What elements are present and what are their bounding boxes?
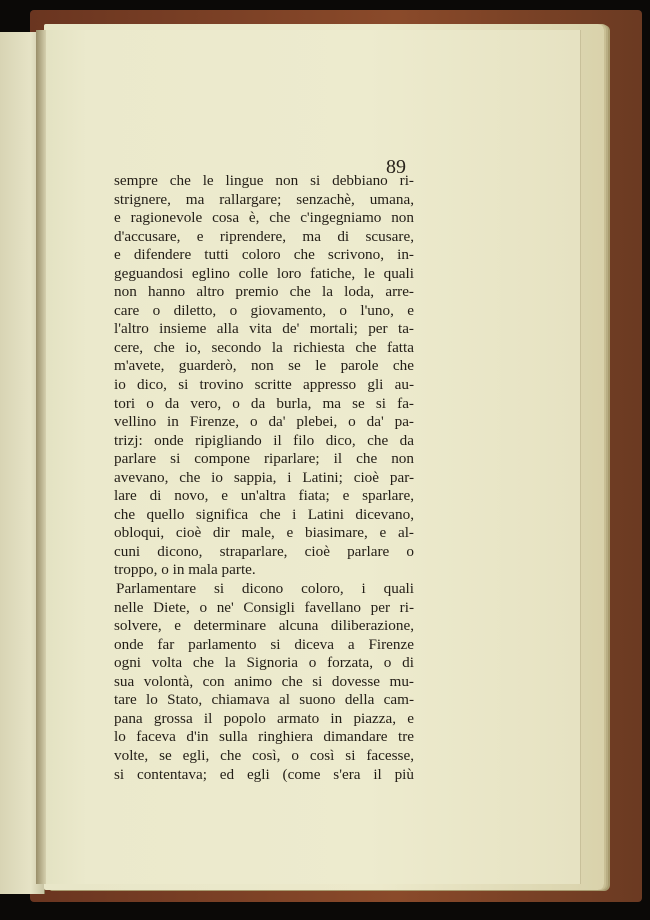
text-line: lo faceva d'in sulla ringhiera dimandare tre: [114, 728, 414, 746]
text-line: m'avete, guarderò, non se le parole che: [114, 357, 414, 375]
text-line: strignere, ma rallargare; senzachè, umana,: [114, 190, 414, 208]
text-line: tare lo Stato, chiamava al suono della cam-: [114, 691, 414, 709]
text-line: nelle Diete, o ne' Consigli favellano per ri-: [114, 598, 414, 616]
text-line: care o diletto, o giovamento, o l'uno, e: [114, 301, 414, 319]
body-text: [114, 172, 414, 784]
text-line: trizj: onde ripigliando il filo dico, che da: [114, 431, 414, 449]
text-line: parlare si compone riparlare; il che non: [114, 450, 414, 468]
text-line: geguandosi eglino colle loro fatiche, le quali: [114, 264, 414, 282]
text-line: onde far parlamento si diceva a Firenze: [114, 635, 414, 653]
text-line: io dico, si trovino scritte appresso gli au-: [114, 376, 414, 394]
text-line: che quello significa che i Latini dicevano,: [114, 505, 414, 523]
text-line: ogni volta che la Signoria o forzata, o di: [114, 654, 414, 672]
text-line: cere, che io, secondo la richiesta che fatta: [114, 338, 414, 356]
text-line: cuni dicono, straparlare, cioè parlare o: [114, 542, 414, 560]
text-line: sempre che le lingue non si debbiano ri-: [114, 172, 414, 189]
text-line: volte, se egli, che così, o così si facesse,: [114, 746, 414, 764]
text-line: tori o da vero, o da burla, ma se si fa-: [114, 394, 414, 412]
text-line: lare di novo, e un'altra fiata; e sparlare,: [114, 487, 414, 505]
text-line: pana grossa il popolo armato in piazza, e: [114, 709, 414, 727]
text-line: Parlamentare si dicono coloro, i quali: [116, 580, 414, 598]
text-line: sua volontà, con animo che si dovesse mu-: [114, 672, 414, 690]
text-line: e difendere tutti coloro che scrivono, in-: [114, 246, 414, 264]
text-line: si contentava; ed egli (come s'era il più: [114, 765, 414, 783]
text-line: non hanno altro premio che la loda, arre-: [114, 283, 414, 301]
text-line: troppo, o in mala parte.: [114, 561, 256, 579]
text-line: l'altro insieme alla vita de' mortali; per ta-: [114, 320, 414, 338]
text-line: vellino in Firenze, o da' plebei, o da' pa-: [114, 413, 414, 431]
text-line: solvere, e determinare alcuna diliberazione,: [114, 617, 414, 635]
text-line: avevano, che io sappia, i Latini; cioè par-: [114, 468, 414, 486]
text-line: obloqui, cioè dir male, e biasimare, e al-: [114, 524, 414, 542]
page-number: 89: [386, 156, 406, 178]
text-line: e ragionevole cosa è, che c'ingegniamo non: [114, 209, 414, 227]
book-gutter: [36, 30, 46, 884]
text-line: d'accusare, e riprendere, ma di scusare,: [114, 227, 414, 245]
